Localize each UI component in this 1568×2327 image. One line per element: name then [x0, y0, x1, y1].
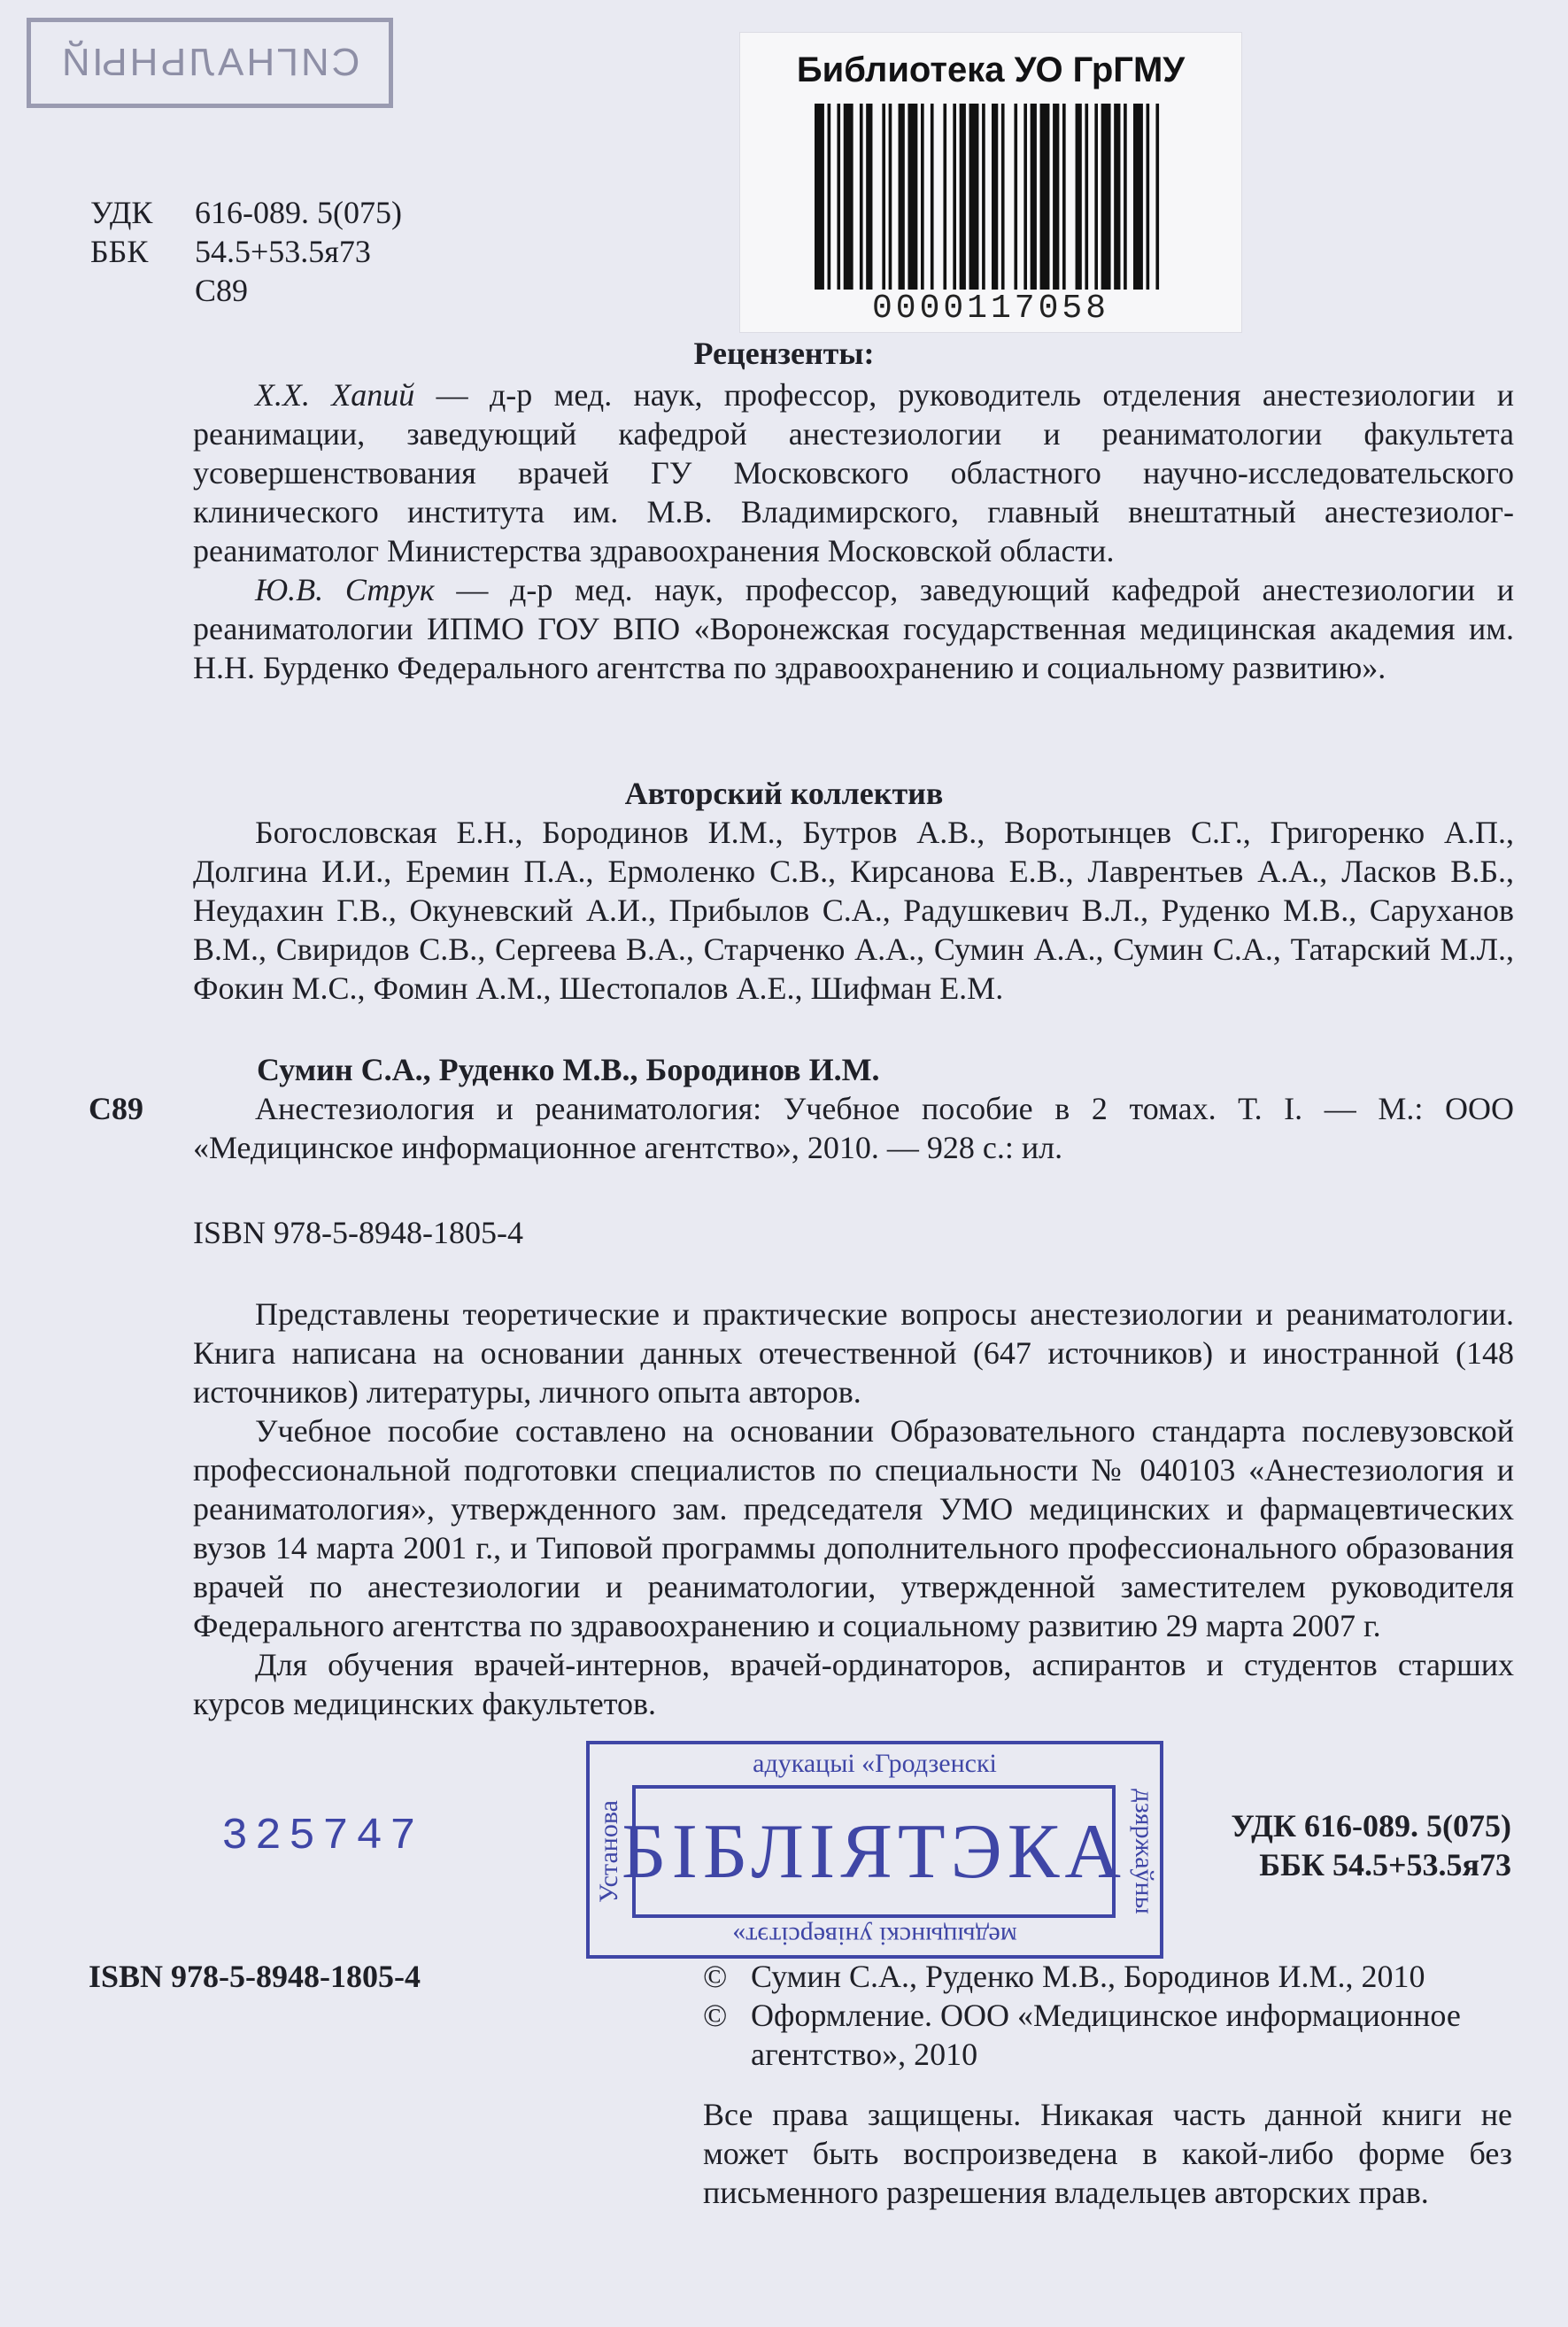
authors-list: Богословская Е.Н., Бородинов И.М., Бутров А.В., Воротынцев С.Г., Григоренко А.П., Долгина И.И., Еремин П.А., Ермоленко С.В., Кирсанова Е.В., Лаврентьев А.А., Ласков В.Б., Неудахин Г.В., Окуневский А.И., Прибылов С.А., Радушкевич В.Л., Руденко М.В., Саруханов В.М., Свиридов С.В., Сергеева В.А., Старченко А.А., Сумин А.А., Сумин С.А., Татарский М.Л., Фокин М.С., Фомин А.М., Шестопалов А.Е., Шифман Е.М.	[193, 815, 1514, 1006]
reviewers-block	[193, 375, 1514, 687]
signal-stamp-text: СИГНАЛЬНЫЙ	[59, 41, 360, 84]
isbn-bottom: ISBN 978-5-8948-1805-4	[89, 1959, 421, 1994]
copyright-line: © Сумин С.А., Руденко М.В., Бородинов И.М., 2010	[703, 1959, 1425, 1994]
abstract-paragraph: Представлены теоретические и практические вопросы анестезиологии и реаниматологии. Книга написана на основании данных отечественной (647 источников) и иностранной (148 источников) литературы, личного опыта авторов.	[193, 1296, 1514, 1410]
rights-notice: Все права защищены. Никакая часть данной книги не может быть воспроизведена в какой-либо форме без письменного разрешения владельцев авторских прав.	[703, 2097, 1512, 2210]
library-stamp-left-text: Установа	[594, 1800, 623, 1903]
library-stamp	[586, 1741, 1163, 1959]
barcode-icon	[815, 104, 1169, 290]
abstract	[193, 1295, 1514, 1723]
copyright-icon: ©	[703, 1959, 728, 1994]
library-stamp-main-text: БІБЛІЯТЭКА	[622, 1808, 1126, 1895]
reviewer-name: Х.Х. Хапий	[255, 377, 415, 413]
library-stamp-top-text: адукацыі «Гродзенскі	[753, 1749, 997, 1778]
copyright-block	[703, 1957, 1518, 2074]
bib-description: Анестезиология и реаниматология: Учебное пособие в 2 томах. Т. I. — М.: ООО «Медицинское информационное агентство», 2010. — 928 с.: ил.	[193, 1091, 1514, 1165]
abstract-paragraph: Для обучения врачей-интернов, врачей-ординаторов, аспирантов и студентов старших курсов медицинских факультетов.	[193, 1647, 1514, 1721]
copyright-icon: ©	[703, 1998, 728, 2033]
reviewer-entry: Х.Х. Хапий — д-р мед. наук, профессор, руководитель отделения анестезиологии и реанимации, заведующий кафедрой анестезиологии и реаниматологии факультета усовершенствования врачей ГУ Московского областного научно-исследовательского клинического института им. М.В. Владимирского, главный внештатный анестезиолог-реаниматолог Министерства здравоохранения Московской области.	[193, 377, 1514, 568]
abstract-paragraph: Учебное пособие составлено на основании Образовательного стандарта послевузовской профессиональной подготовки специалистов по специальности № 040103 «Анестезиология и реаниматология», утвержденного зам. председателя УМО медицинских и фармацевтических вузов 14 марта 2001 г., и Типовой программы дополнительного профессионального образования врачей по анестезиологии и реаниматологии, утвержденной заместителем руководителя Федерального агентства по здравоохранению и социальному развитию 29 марта 2007 г.	[193, 1413, 1514, 1643]
library-stamp-bottom-text: медыцынскі універсітэт»	[732, 1921, 1017, 1951]
classification-right	[1231, 1806, 1511, 1884]
bib-isbn: ISBN 978-5-8948-1805-4	[193, 1215, 523, 1250]
classification-row: С89	[195, 273, 249, 308]
bbk-code: ББК 54.5+53.5я73	[1259, 1847, 1511, 1882]
reviewer-name: Ю.В. Струк	[255, 572, 435, 607]
inventory-number: 325747	[221, 1812, 424, 1862]
copyright-line: © Оформление. ООО «Медицинское информационное агентство», 2010	[703, 1998, 1461, 2072]
library-stamp-right-text: дзяржаўны	[1130, 1789, 1159, 1914]
reviewers-heading: Рецензенты:	[693, 336, 875, 371]
classification-row: ББК 54.5+53.5я73	[90, 234, 371, 269]
reviewer-entry: Ю.В. Струк — д-р мед. наук, профессор, заведующий кафедрой анестезиологии и реаниматологии ИПМО ГОУ ВПО «Воронежская государственная медицинская академия им. Н.Н. Бурденко Федерального агентства по здравоохранению и социальному развитию».	[193, 572, 1515, 685]
bib-code: С89	[89, 1091, 143, 1126]
authors-heading: Авторский коллектив	[624, 776, 944, 811]
barcode-number: 0000117058	[871, 290, 1110, 328]
sticker-title: Библиотека УО ГрГМУ	[796, 50, 1186, 89]
main-authors: Сумин С.А., Руденко М.В., Бородинов И.М.	[257, 1052, 880, 1087]
library-stamp-frame	[622, 1785, 1126, 1918]
udk-code: УДК 616-089. 5(075)	[1231, 1808, 1511, 1844]
classification-row: УДК 616-089. 5(075)	[90, 195, 402, 230]
signal-stamp	[27, 18, 393, 108]
classification-left	[90, 193, 402, 310]
library-barcode-sticker	[739, 32, 1242, 333]
